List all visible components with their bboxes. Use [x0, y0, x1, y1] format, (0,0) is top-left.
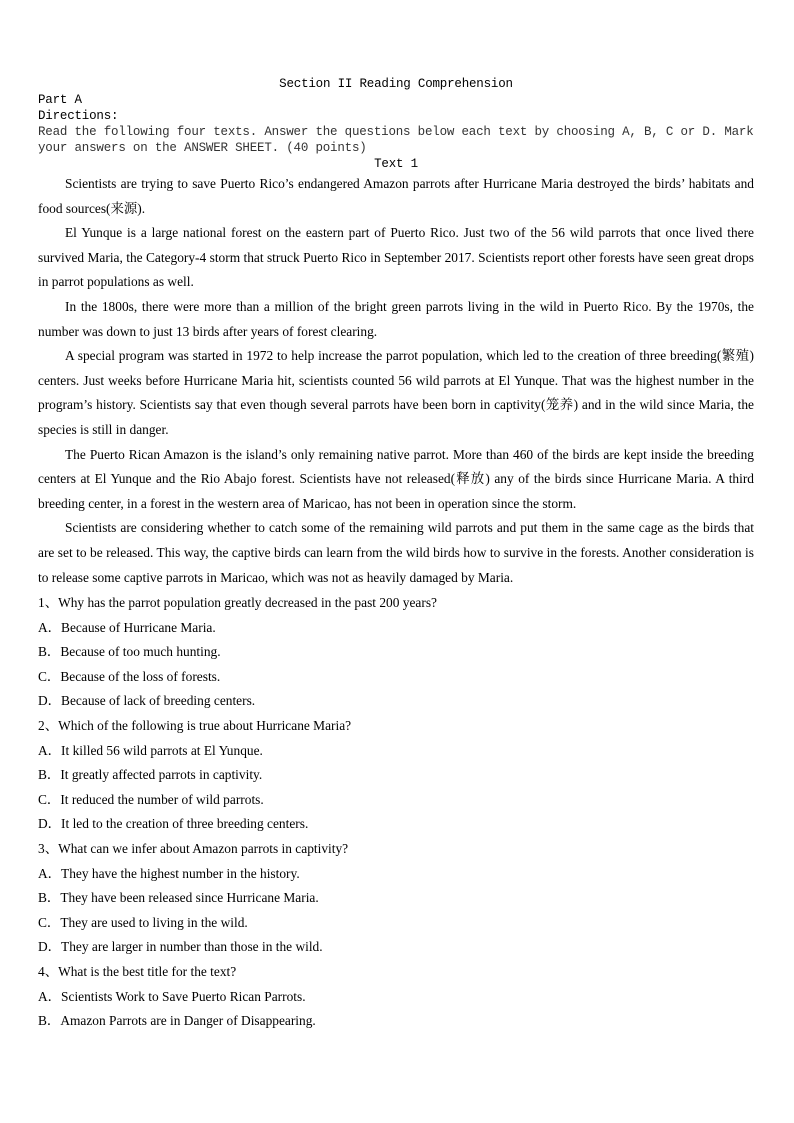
answer-option: C．They are used to living in the wild. [38, 914, 248, 930]
question-stem: 2、Which of the following is true about Hurricane Maria? [38, 718, 352, 734]
answer-option: B．Because of too much hunting. [38, 644, 221, 660]
text-title: Text 1 [374, 157, 418, 171]
answer-option: A．Because of Hurricane Maria. [38, 619, 216, 635]
answer-option: A．Scientists Work to Save Puerto Rican Parrots. [38, 988, 306, 1004]
passage-paragraph: A special program was started in 1972 to help increase the parrot population, which led to the creation of three breeding(繁殖) centers. Just weeks before Hurricane Maria hit, scientists counted 56 wild parrots at El Yunque. That was the highest number in the program’s history. Scientists say that even though several parrots have been born in captivity(笼养) and in the wild since Maria, the species is still in danger. [38, 348, 754, 437]
answer-option: A．They have the highest number in the history. [38, 865, 300, 881]
part-label: Part A [38, 93, 82, 107]
question-stem: 4、What is the best title for the text? [38, 964, 237, 979]
passage-paragraph: The Puerto Rican Amazon is the island’s only remaining native parrot. More than 460 of the birds are kept inside the breeding centers at El Yunque and the Rio Abajo forest. Scientists have not released(释放) any of the birds since Hurricane Maria. A third breeding center, in a forest in the western area of Maricao, has not been in operation since the storm. [38, 446, 754, 511]
passage-paragraph: Scientists are considering whether to catch some of the remaining wild parrots and put them in the same cage as the birds that are set to be released. This way, the captive birds can learn from the wild birds how to survive in the forests. Another consideration is to release some captive parrots in Maricao, which was not as heavily damaged by Maria. [38, 520, 754, 585]
answer-option: B．Amazon Parrots are in Danger of Disappearing. [38, 1013, 316, 1029]
document-page [38, 76, 754, 1034]
directions-label: Directions: [38, 109, 119, 123]
answer-option: D．Because of lack of breeding centers. [38, 693, 256, 709]
answer-option: D．They are larger in number than those in the wild. [38, 939, 323, 955]
passage-paragraph: In the 1800s, there were more than a million of the bright green parrots living in the wild in Puerto Rico. By the 1970s, the number was down to just 13 birds after years of forest clearing. [38, 298, 754, 339]
passage [38, 172, 754, 590]
answer-option: C．It reduced the number of wild parrots. [38, 791, 264, 807]
answer-option: C．Because of the loss of forests. [38, 668, 221, 684]
answer-option: D．It led to the creation of three breeding centers. [38, 816, 309, 832]
question-stem: 1、Why has the parrot population greatly decreased in the past 200 years? [38, 595, 437, 611]
passage-paragraph: El Yunque is a large national forest on the eastern part of Puerto Rico. Just two of the 56 wild parrots that once lived there survived Maria, the Category-4 storm that struck Puerto Rico in September 2017. Scientists report other forests have seen great drops in parrot populations as well. [38, 225, 754, 290]
answer-option: A．It killed 56 wild parrots at El Yunque. [38, 742, 263, 758]
questions [38, 591, 754, 1034]
passage-paragraph: Scientists are trying to save Puerto Rico’s endangered Amazon parrots after Hurricane Maria destroyed the birds’ habitats and food sources(来源). [38, 176, 754, 216]
answer-option: B．They have been released since Hurricane Maria. [38, 890, 319, 906]
question-stem: 3、What can we infer about Amazon parrots in captivity? [38, 841, 349, 857]
section-title: Section II Reading Comprehension [279, 77, 513, 91]
answer-option: B．It greatly affected parrots in captivity. [38, 767, 263, 783]
directions-text: Read the following four texts. Answer the questions below each text by choosing A, B, C or D. Mark your answers on the ANSWER SHEET. (40 points) [38, 125, 754, 155]
